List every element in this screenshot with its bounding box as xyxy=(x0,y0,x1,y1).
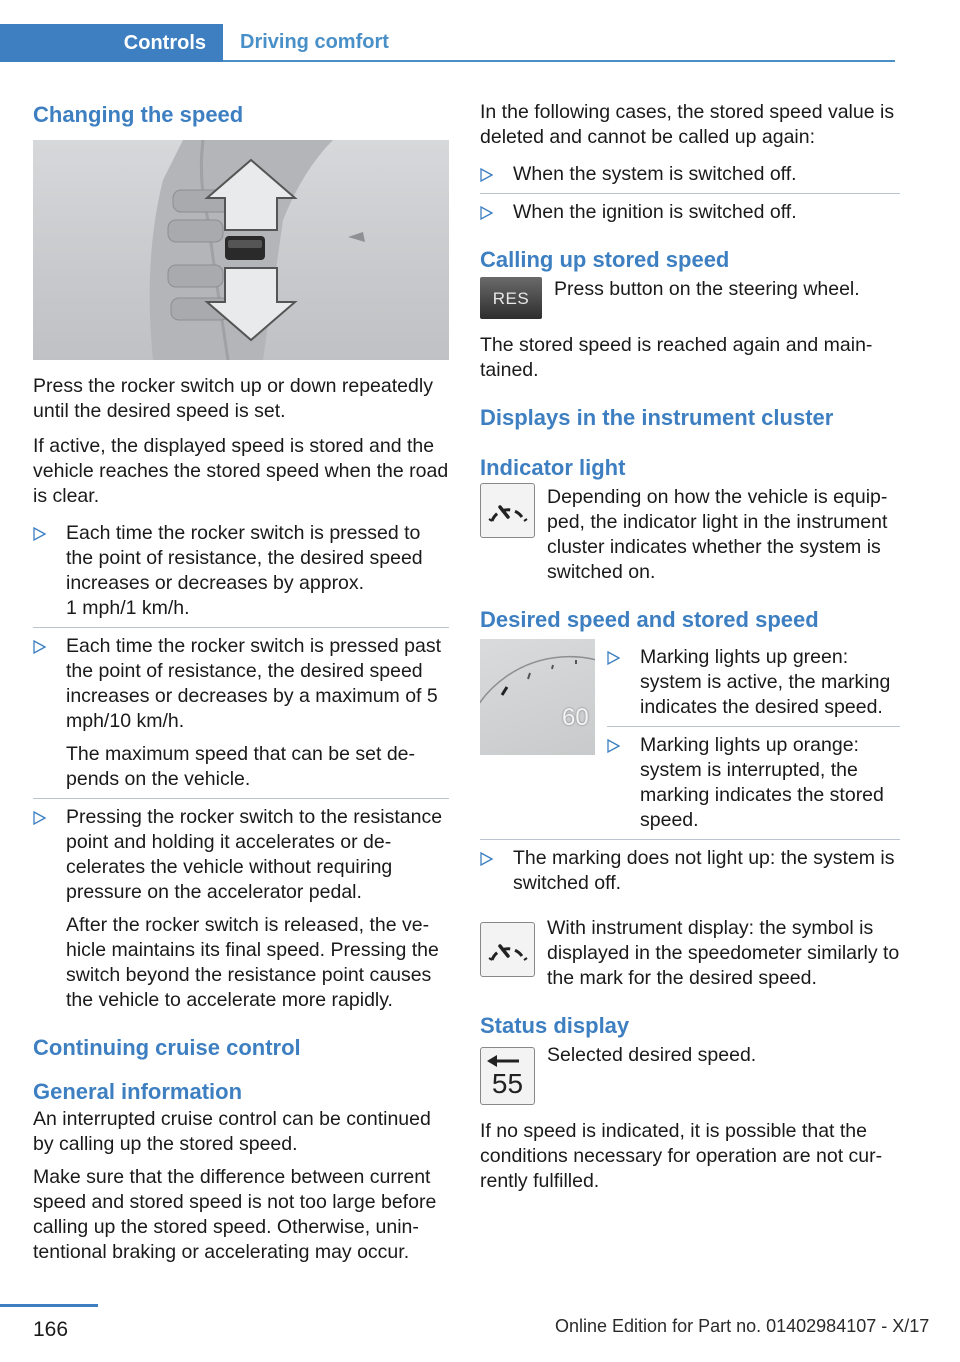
list-item-subtext: After the rocker switch is released, the vehicle maintains its final speed. Pressing the switch beyond the resistance point causes the vehicle to accelerate more rapidly. xyxy=(66,914,439,1011)
res-button-icon: RES xyxy=(480,277,542,319)
speed-change-list xyxy=(33,515,449,1019)
paragraph-no-speed: If no speed is indicated, it is possible that the conditions necessary for operation are not currently fulfilled. xyxy=(480,1120,883,1192)
list-item-text: 1 mph/1 km/h. xyxy=(66,597,190,619)
left-column xyxy=(33,100,449,1265)
steering-wheel-illustration xyxy=(33,140,449,360)
triangle-bullet-icon xyxy=(33,636,46,656)
gauge-number: 60 xyxy=(562,704,589,731)
paragraph-stored-reached: The stored speed is reached again and maintained. xyxy=(480,334,873,381)
triangle-bullet-icon xyxy=(33,523,46,543)
paragraph-following-cases: In the following cases, the stored speed value is deleted and cannot be called up again: xyxy=(480,101,895,148)
triangle-bullet-icon xyxy=(480,848,493,868)
heading-changing-speed: Changing the speed xyxy=(33,102,244,127)
paragraph-interrupted: An interrupted cruise control can be continued by calling up the stored speed. xyxy=(33,1108,431,1155)
list-item xyxy=(607,726,900,839)
list-item xyxy=(33,798,449,1019)
paragraph-indicator: Depending on how the vehicle is equipped, the indicator light in the instrument cluster indicates whether the system is switched on. xyxy=(547,486,888,583)
paragraph-make-sure: Make sure that the difference between current speed and stored speed is not too large before calling up the stored speed. Otherwise, unintentional braking or accelerating may occur. xyxy=(33,1166,437,1263)
edition-note: Online Edition for Part no. 01402984107 - X/17 xyxy=(555,1316,930,1336)
list-item xyxy=(480,840,900,902)
paragraph-press-rocker: Press the rocker switch up or down repeatedly until the desired speed is set. xyxy=(33,375,433,422)
heading-general-info: General information xyxy=(33,1079,243,1104)
list-item-text: Pressing the rocker switch to the resistance point and holding it accelerates or decelerates the vehicle without requiring pressure on the accelerator pedal. xyxy=(66,806,443,903)
marking-off-list xyxy=(480,839,900,902)
heading-calling-up: Calling up stored speed xyxy=(480,247,730,272)
heading-status-display: Status display xyxy=(480,1013,630,1038)
list-item xyxy=(33,515,449,627)
triangle-bullet-icon xyxy=(607,735,620,755)
triangle-bullet-icon xyxy=(480,202,493,222)
deletion-cases-list xyxy=(480,156,900,231)
paragraph-selected-speed: Selected desired speed. xyxy=(547,1044,757,1066)
list-item-text: Marking lights up green: system is active, the marking indicates the desired speed. xyxy=(640,646,891,718)
marking-list xyxy=(607,639,900,839)
list-item-text: Each time the rocker switch is pressed past the point of resistance, the desired speed increases or decreases by a maximum of 5 mph/10 km/h. xyxy=(66,635,441,732)
list-item-text: When the ignition is switched off. xyxy=(513,201,797,223)
heading-continuing: Continuing cruise control xyxy=(33,1035,301,1060)
list-item xyxy=(480,193,900,231)
right-column xyxy=(480,100,900,1194)
desired-speed-status-icon xyxy=(480,1047,535,1105)
list-item xyxy=(480,156,900,193)
status-speed-number: 55 xyxy=(491,1068,524,1099)
list-item xyxy=(607,639,900,726)
speedometer-marking-image xyxy=(480,639,595,755)
list-item-text: When the system is switched off. xyxy=(513,163,797,185)
heading-displays: Displays in the instrument cluster xyxy=(480,405,834,430)
list-item-text: Marking lights up orange: system is interrupted, the marking indicates the stored speed. xyxy=(640,734,884,831)
cruise-control-indicator-icon xyxy=(480,483,535,538)
list-item-text: The marking does not light up: the system is switched off. xyxy=(513,847,895,894)
triangle-bullet-icon xyxy=(480,164,493,184)
list-item-subtext: The maximum speed that can be set depends on the vehicle. xyxy=(66,743,416,790)
page-number: 166 xyxy=(33,1318,69,1341)
steering-wheel-rocker-image xyxy=(33,140,449,360)
paragraph-if-active: If active, the displayed speed is stored and the vehicle reaches the stored speed when the road is clear. xyxy=(33,435,449,507)
heading-desired-stored: Desired speed and stored speed xyxy=(480,607,819,632)
list-item xyxy=(33,627,449,798)
paragraph-instrument-display: With instrument display: the symbol is displayed in the speedometer similarly to the mark for the desired speed. xyxy=(547,917,900,989)
triangle-bullet-icon xyxy=(607,647,620,667)
tab-driving-comfort[interactable]: Driving comfort xyxy=(240,30,389,53)
triangle-bullet-icon xyxy=(33,807,46,827)
list-item-text: Each time the rocker switch is pressed to the point of resistance, the desired speed increases or decreases by approx. xyxy=(66,522,423,594)
paragraph-press-button: Press button on the steering wheel. xyxy=(554,278,860,300)
footer-rule xyxy=(0,1304,98,1307)
cruise-control-symbol-icon xyxy=(480,922,535,977)
page-header xyxy=(0,24,895,62)
heading-indicator-light: Indicator light xyxy=(480,455,626,480)
tab-controls[interactable]: Controls xyxy=(0,24,223,62)
